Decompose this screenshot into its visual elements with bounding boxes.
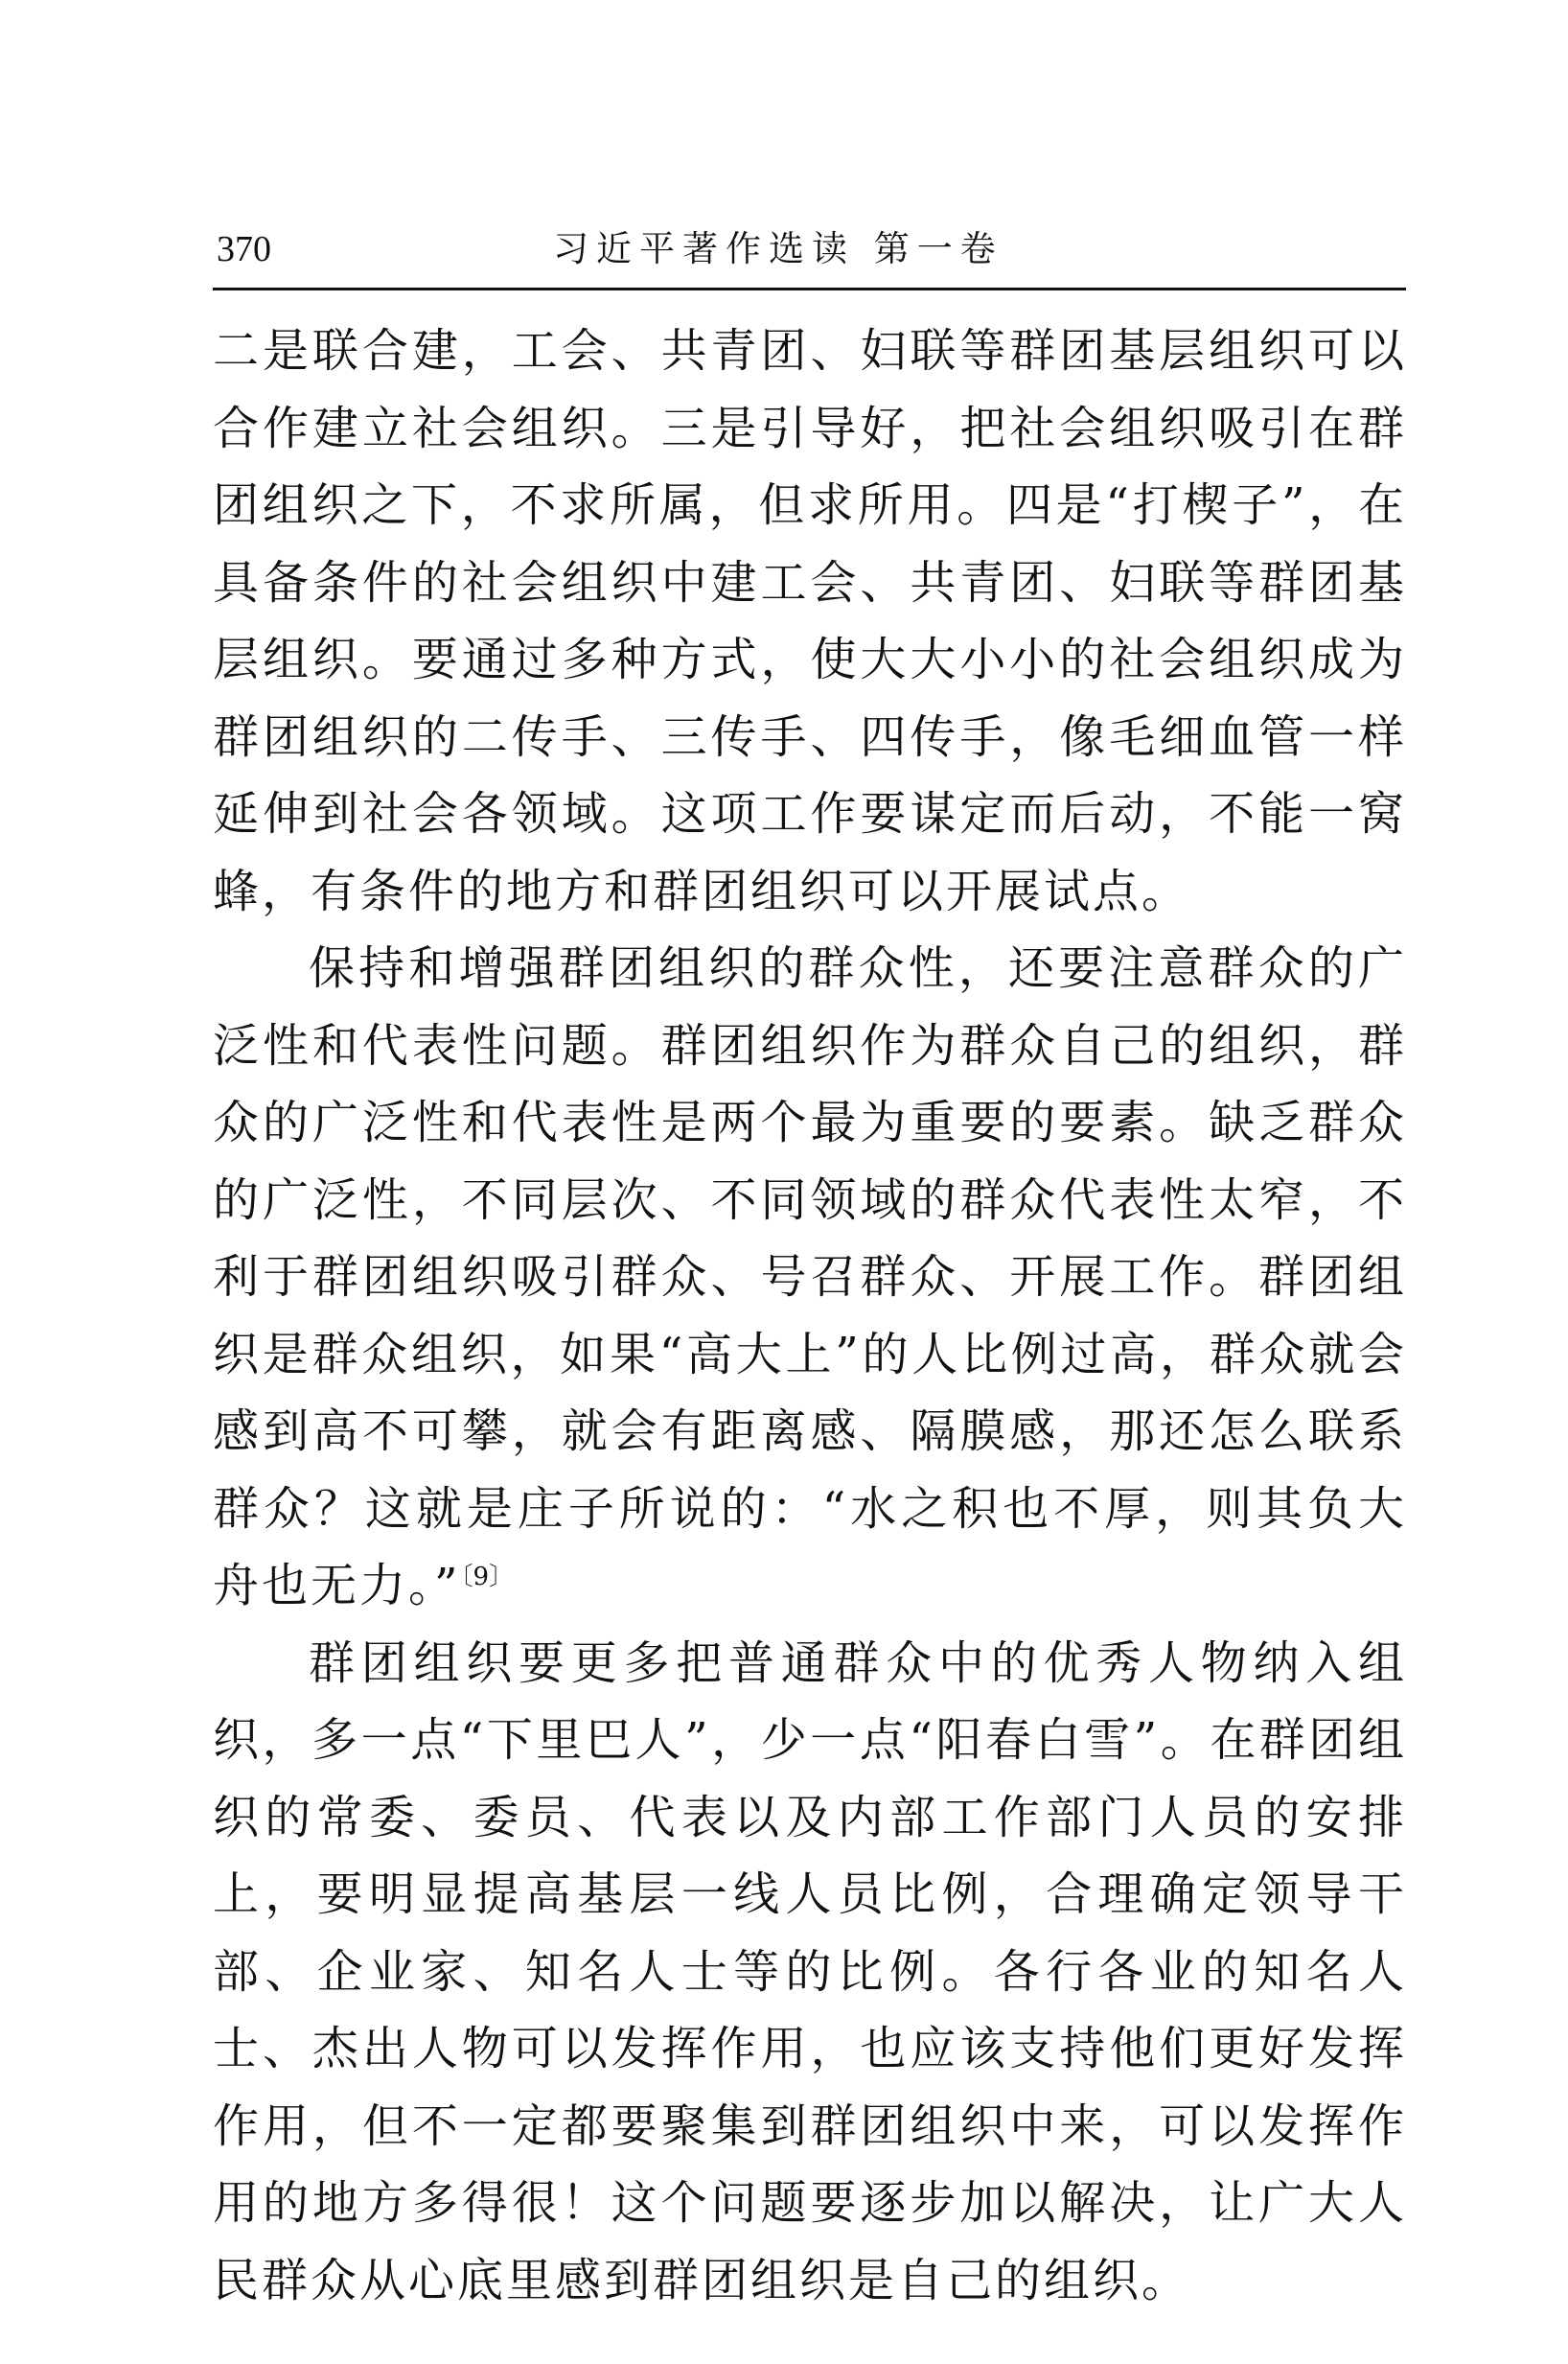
paragraph-1-text: 二是联合建，工会、共青团、妇联等群团基层组织可以合作建立社会组织。三是引导好，把社会组织吸引在群团组织之下，不求所属，但求所用。四是“打楔子”，在具备条件的社会组织中建工会、共青团、妇联等群团基层组织。要通过多种方式，使大大小小的社会组织成为群团组织的二传手、三传手、四传手，像毛细血管一样延伸到社会各领域。这项工作要谋定而后动，不能一窝蜂，有条件的地方和群团组织可以开展试点。 — [213, 324, 1407, 918]
paragraph-2-text: 保持和增强群团组织的群众性，还要注意群众的广泛性和代表性问题。群团组织作为群众自己的组织，群众的广泛性和代表性是两个最为重要的要素。缺乏群众的广泛性，不同层次、不同领域的群众代表性太窄，不利于群团组织吸引群众、号召群众、开展工作。群团组织是群众组织，如果“高大上”的人比例过高，群众就会感到高不可攀，就会有距离感、隔膜感，那还怎么联系群众？这就是庄子所说的：“水之积也不厚，则其负大舟也无力。” — [213, 941, 1407, 1612]
running-title: 习近平著作选读 第一卷 — [553, 228, 1003, 269]
paragraph-2 — [213, 930, 1407, 1625]
body-text — [213, 313, 1407, 2319]
page-number: 370 — [217, 229, 271, 269]
paragraph-3-text: 群团组织要更多把普通群众中的优秀人物纳入组织，多一点“下里巴人”，少一点“阳春白雪”。在群团组织的常委、委员、代表以及内部工作部门人员的安排上，要明显提高基层一线人员比例，合理确定领导干部、企业家、知名人士等的比例。各行各业的知名人士、杰出人物可以发挥作用，也应该支持他们更好发挥作用，但不一定都要聚集到群团组织中来，可以发挥作用的地方多得很！这个问题要逐步加以解决，让广大人民群众从心底里感到群团组织是自己的组织。 — [213, 1635, 1407, 2307]
footnote-reference[interactable]: 〔9〕 — [460, 1563, 515, 1591]
paragraph-1 — [213, 313, 1407, 930]
paragraph-3 — [213, 1625, 1407, 2320]
page-header — [213, 213, 1406, 290]
